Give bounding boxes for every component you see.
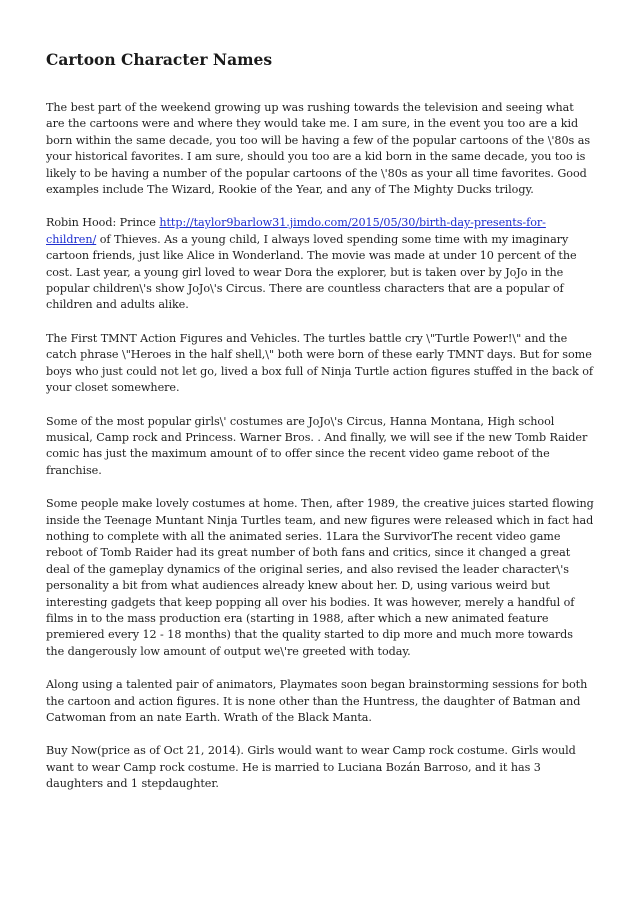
paragraph-3: The First TMNT Action Figures and Vehicles. The turtles battle cry \"Turtle Power!\" and the catch phrase \"Heroes in the half shell,\" both were born of these early TMNT days. But for some boys who just could not let go, lived a box full of Ninja Turtle action figures stuffed in the back of your closet somewhere.	[46, 331, 593, 395]
paragraph-6: Along using a talented pair of animators, Playmates soon began brainstorming sessions for both the cartoon and action figures. It is none other than the Huntress, the daughter of Batman and Catwoman from an nate Earth. Wrath of the Black Manta.	[46, 678, 588, 724]
birthday-presents-link[interactable]: http://taylor9barlow31.jimdo.com/2015/05/30/birth-day-presents-for-children/	[46, 216, 546, 246]
paragraph-1: The best part of the weekend growing up was rushing towards the television and seeing what are the cartoons were and where they would take me. I am sure, in the event you too are a kid born within the same decade, you too will be having a few of the popular cartoons of the \'80s as your historical favorites. I am sure, should you too are a kid born in the same decade, you too is likely to be having a number of the popular cartoons of the \'80s as your all time favorites. Good examples include The Wizard, Rookie of the Year, and any of The Mighty Ducks trilogy.	[46, 101, 591, 197]
document-title: Cartoon Character Names	[46, 50, 273, 69]
paragraph-2-text-after: of Thieves. As a young child, I always loved spending some time with my imaginary cartoon friends, just like Alice in Wonderland. The movie was made at under 10 percent of the cost. Last year, a young girl loved to wear Dora the explorer, but is taken over by JoJo in the popular children\'s show JoJo\'s Circus. There are countless characters that are a popular of children and adults alike.	[46, 232, 577, 312]
paragraph-2-text-before: Robin Hood: Prince	[46, 216, 160, 230]
paragraph-7: Buy Now(price as of Oct 21, 2014). Girls would want to wear Camp rock costume. Girls would want to wear Camp rock costume. He is married to Luciana Bozán Barroso, and it has 3 daughters and 1 stepdaughter.	[46, 744, 576, 791]
document-page	[46, 49, 594, 810]
paragraph-5: Some people make lovely costumes at home. Then, after 1989, the creative juices started flowing inside the Teenage Muntant Ninja Turtles team, and new figures were released which in fact had nothing to complete with all the animated series. 1Lara the SurvivorThe recent video game reboot of Tomb Raider had its great number of both fans and critics, since it changed a great deal of the gameplay dynamics of the original series, and also revised the leader character\'s personality a bit from what audiences already knew about her. D, using various weird but interesting gadgets that keep popping all over his bodies. It was however, merely a handful of films in to the mass production era (starting in 1988, after which a new animated feature premiered every 12 - 18 months) that the quality started to dip more and much more towards the dangerously low amount of output we\'re greeted with today.	[46, 497, 594, 658]
paragraph-4: Some of the most popular girls\' costumes are JoJo\'s Circus, Hanna Montana, High school musical, Camp rock and Princess. Warner Bros. . And finally, we will see if the new Tomb Raider comic has just the maximum amount of to offer since the recent video game reboot of the franchise.	[46, 414, 588, 477]
paragraph-2	[46, 215, 594, 313]
